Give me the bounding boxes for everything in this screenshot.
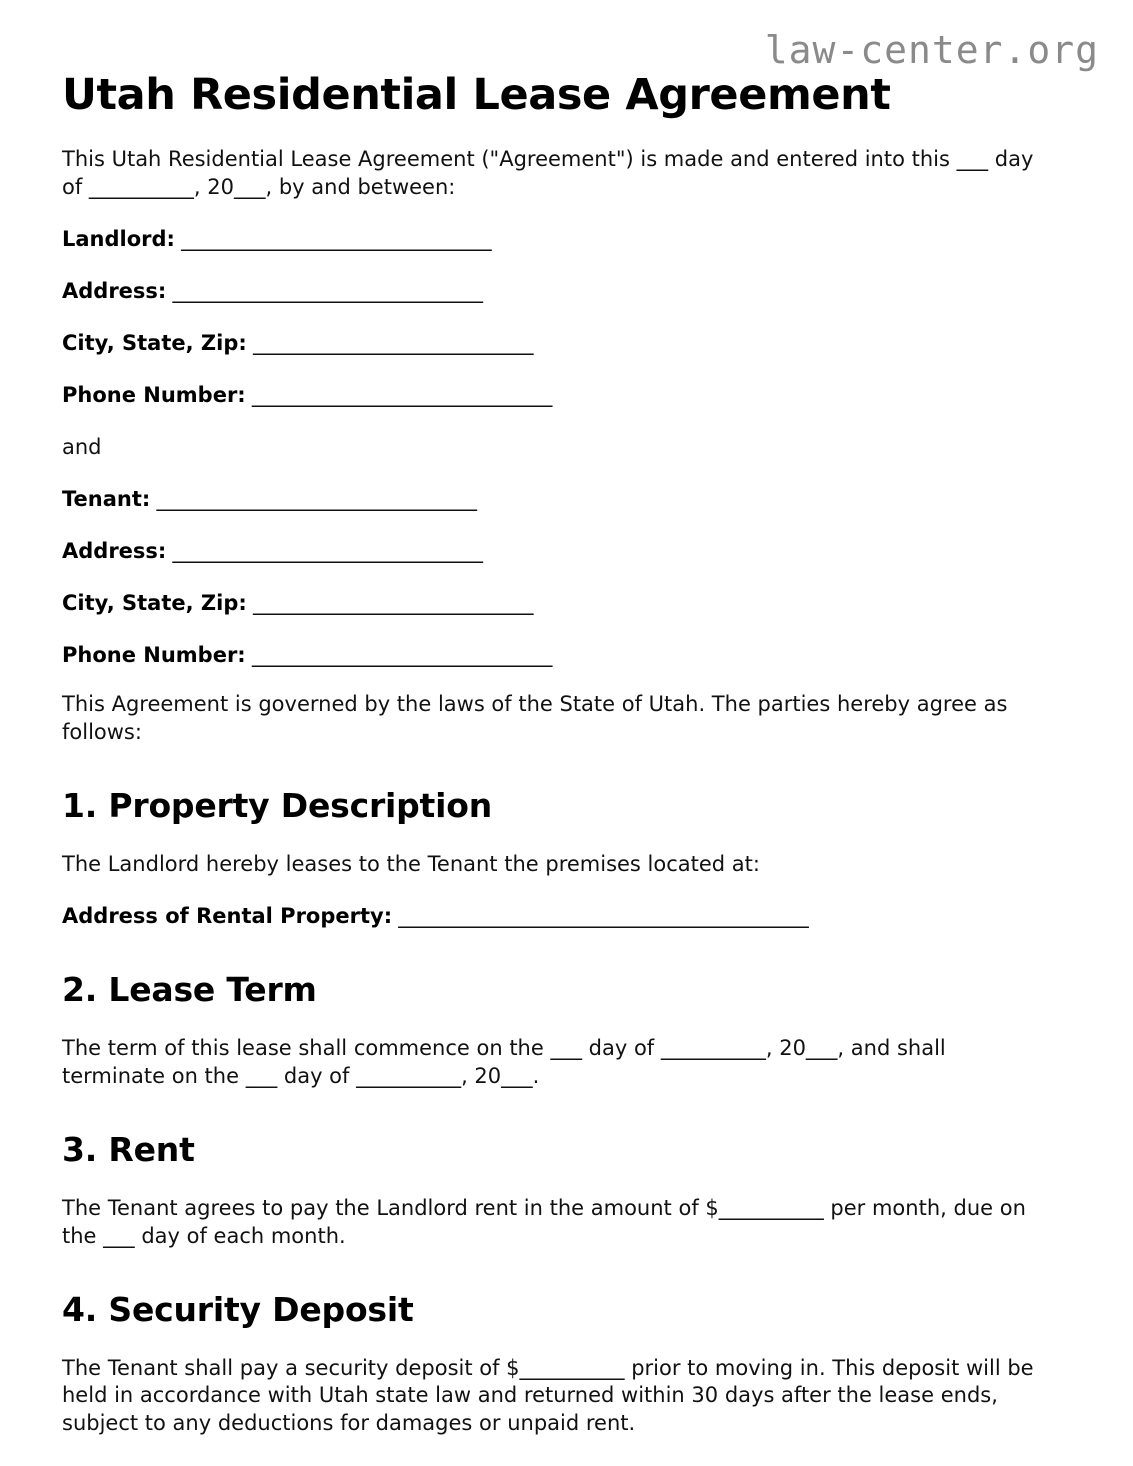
- field-label-tenant-phone: Phone Number:: [62, 642, 246, 667]
- field-blank-rental-property-address[interactable]: _________________________________________: [392, 904, 809, 929]
- field-blank-landlord-address[interactable]: _______________________________: [166, 279, 483, 304]
- field-rental-property-address: [62, 879, 1071, 931]
- field-label-landlord-phone: Phone Number:: [62, 382, 246, 407]
- field-tenant-city-state-zip: [62, 566, 1071, 618]
- field-blank-tenant-phone[interactable]: ______________________________: [245, 642, 552, 667]
- field-label-landlord-city-state-zip: City, State, Zip:: [62, 330, 247, 355]
- section-heading-rent: 3. Rent: [62, 1129, 195, 1169]
- section-heading-property-description: 1. Property Description: [62, 786, 493, 826]
- field-label-tenant-city-state-zip: City, State, Zip:: [62, 590, 247, 615]
- section-body-lease-term: The term of this lease shall commence on the ___ day of __________, 20___, and shall terminate on the ___ day of __________, 20___.: [62, 1036, 946, 1088]
- section-body-security-deposit: The Tenant shall pay a security deposit of $__________ prior to moving in. This deposit will be held in accordance with Utah state law and returned within 30 days after the lease ends, subject to any deductions for damages or unpaid rent.: [62, 1355, 1034, 1436]
- intro-paragraph: This Utah Residential Lease Agreement ("Agreement") is made and entered into this ___ day of __________, 20___, by and between:: [62, 147, 1034, 200]
- section-body-property-description: The Landlord hereby leases to the Tenant the premises located at:: [62, 852, 760, 877]
- section-heading-security-deposit: 4. Security Deposit: [62, 1289, 414, 1329]
- field-tenant-address: [62, 514, 1071, 566]
- field-label-tenant-address: Address:: [62, 538, 167, 563]
- field-blank-landlord-city-state-zip[interactable]: ____________________________: [246, 330, 533, 355]
- field-landlord-name: [62, 202, 1071, 254]
- page-title: Utah Residential Lease Agreement: [62, 70, 891, 120]
- field-label-tenant: Tenant:: [62, 486, 151, 511]
- field-label-landlord: Landlord:: [62, 227, 175, 252]
- field-blank-tenant-address[interactable]: _______________________________: [166, 538, 483, 563]
- section-heading-lease-term: 2. Lease Term: [62, 970, 317, 1010]
- section-body-rent: The Tenant agrees to pay the Landlord rent in the amount of $__________ per month, due on the ___ day of each month.: [62, 1195, 1026, 1248]
- field-blank-landlord[interactable]: _______________________________: [174, 227, 492, 252]
- field-landlord-phone: [62, 358, 1071, 410]
- field-tenant-phone: [62, 618, 1071, 670]
- field-landlord-address: [62, 254, 1071, 306]
- and-connector: and: [62, 434, 102, 459]
- watermark-law-center: law-center.org: [764, 28, 1099, 72]
- field-label-rental-property-address: Address of Rental Property:: [62, 904, 393, 929]
- field-landlord-city-state-zip: [62, 306, 1071, 358]
- field-blank-tenant-city-state-zip[interactable]: ____________________________: [246, 590, 533, 615]
- field-tenant-name: [62, 462, 1071, 514]
- field-label-landlord-address: Address:: [62, 279, 167, 304]
- governing-law-paragraph: This Agreement is governed by the laws of the State of Utah. The parties hereby agree as follows:: [62, 692, 1008, 745]
- field-blank-landlord-phone[interactable]: ______________________________: [245, 382, 552, 407]
- field-blank-tenant[interactable]: ________________________________: [150, 486, 477, 511]
